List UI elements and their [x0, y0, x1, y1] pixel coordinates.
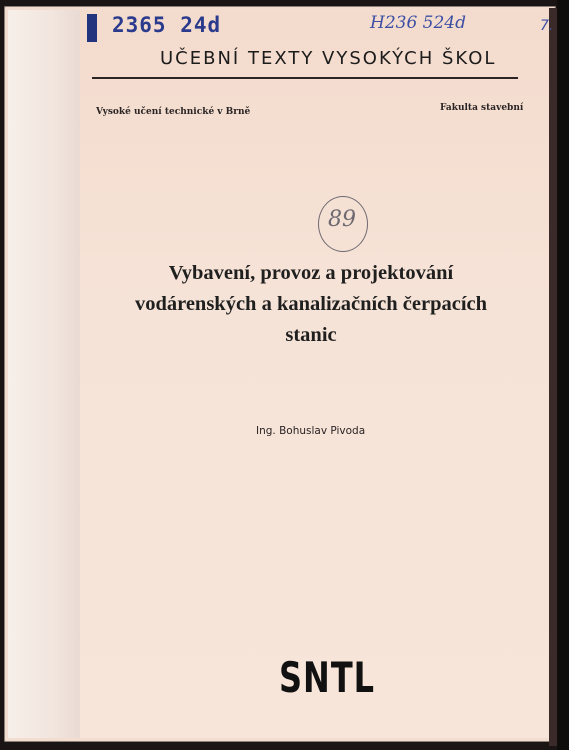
library-stamp-number: 2365 24d: [112, 13, 222, 37]
stamp-bar: [87, 14, 97, 42]
book-title-line-1: Vybavení, provoz a projektování: [168, 262, 454, 284]
book-spine: [8, 10, 81, 738]
title-page: [80, 10, 550, 738]
book-title-line-2: vodárenských a kanalizačních čerpacích: [134, 293, 488, 315]
series-rule: [92, 77, 518, 79]
handwritten-number: H236 524d: [370, 13, 467, 33]
book-title: [96, 258, 526, 351]
institution: Vysoké učení technické v Brně: [96, 107, 251, 117]
circled-number: 89: [328, 207, 356, 232]
publisher-logo: SNTL: [279, 653, 376, 703]
faculty: Fakulta stavební: [440, 103, 524, 113]
background-right-edge: [557, 0, 569, 750]
author: Ing. Bohuslav Pivoda: [256, 425, 366, 437]
corner-mark: 7.: [540, 18, 554, 34]
series-title: UČEBNÍ TEXTY VYSOKÝCH ŠKOL: [160, 48, 497, 69]
book-title-line-3: stanic: [285, 324, 337, 346]
page-edge-shadow: [549, 8, 557, 746]
